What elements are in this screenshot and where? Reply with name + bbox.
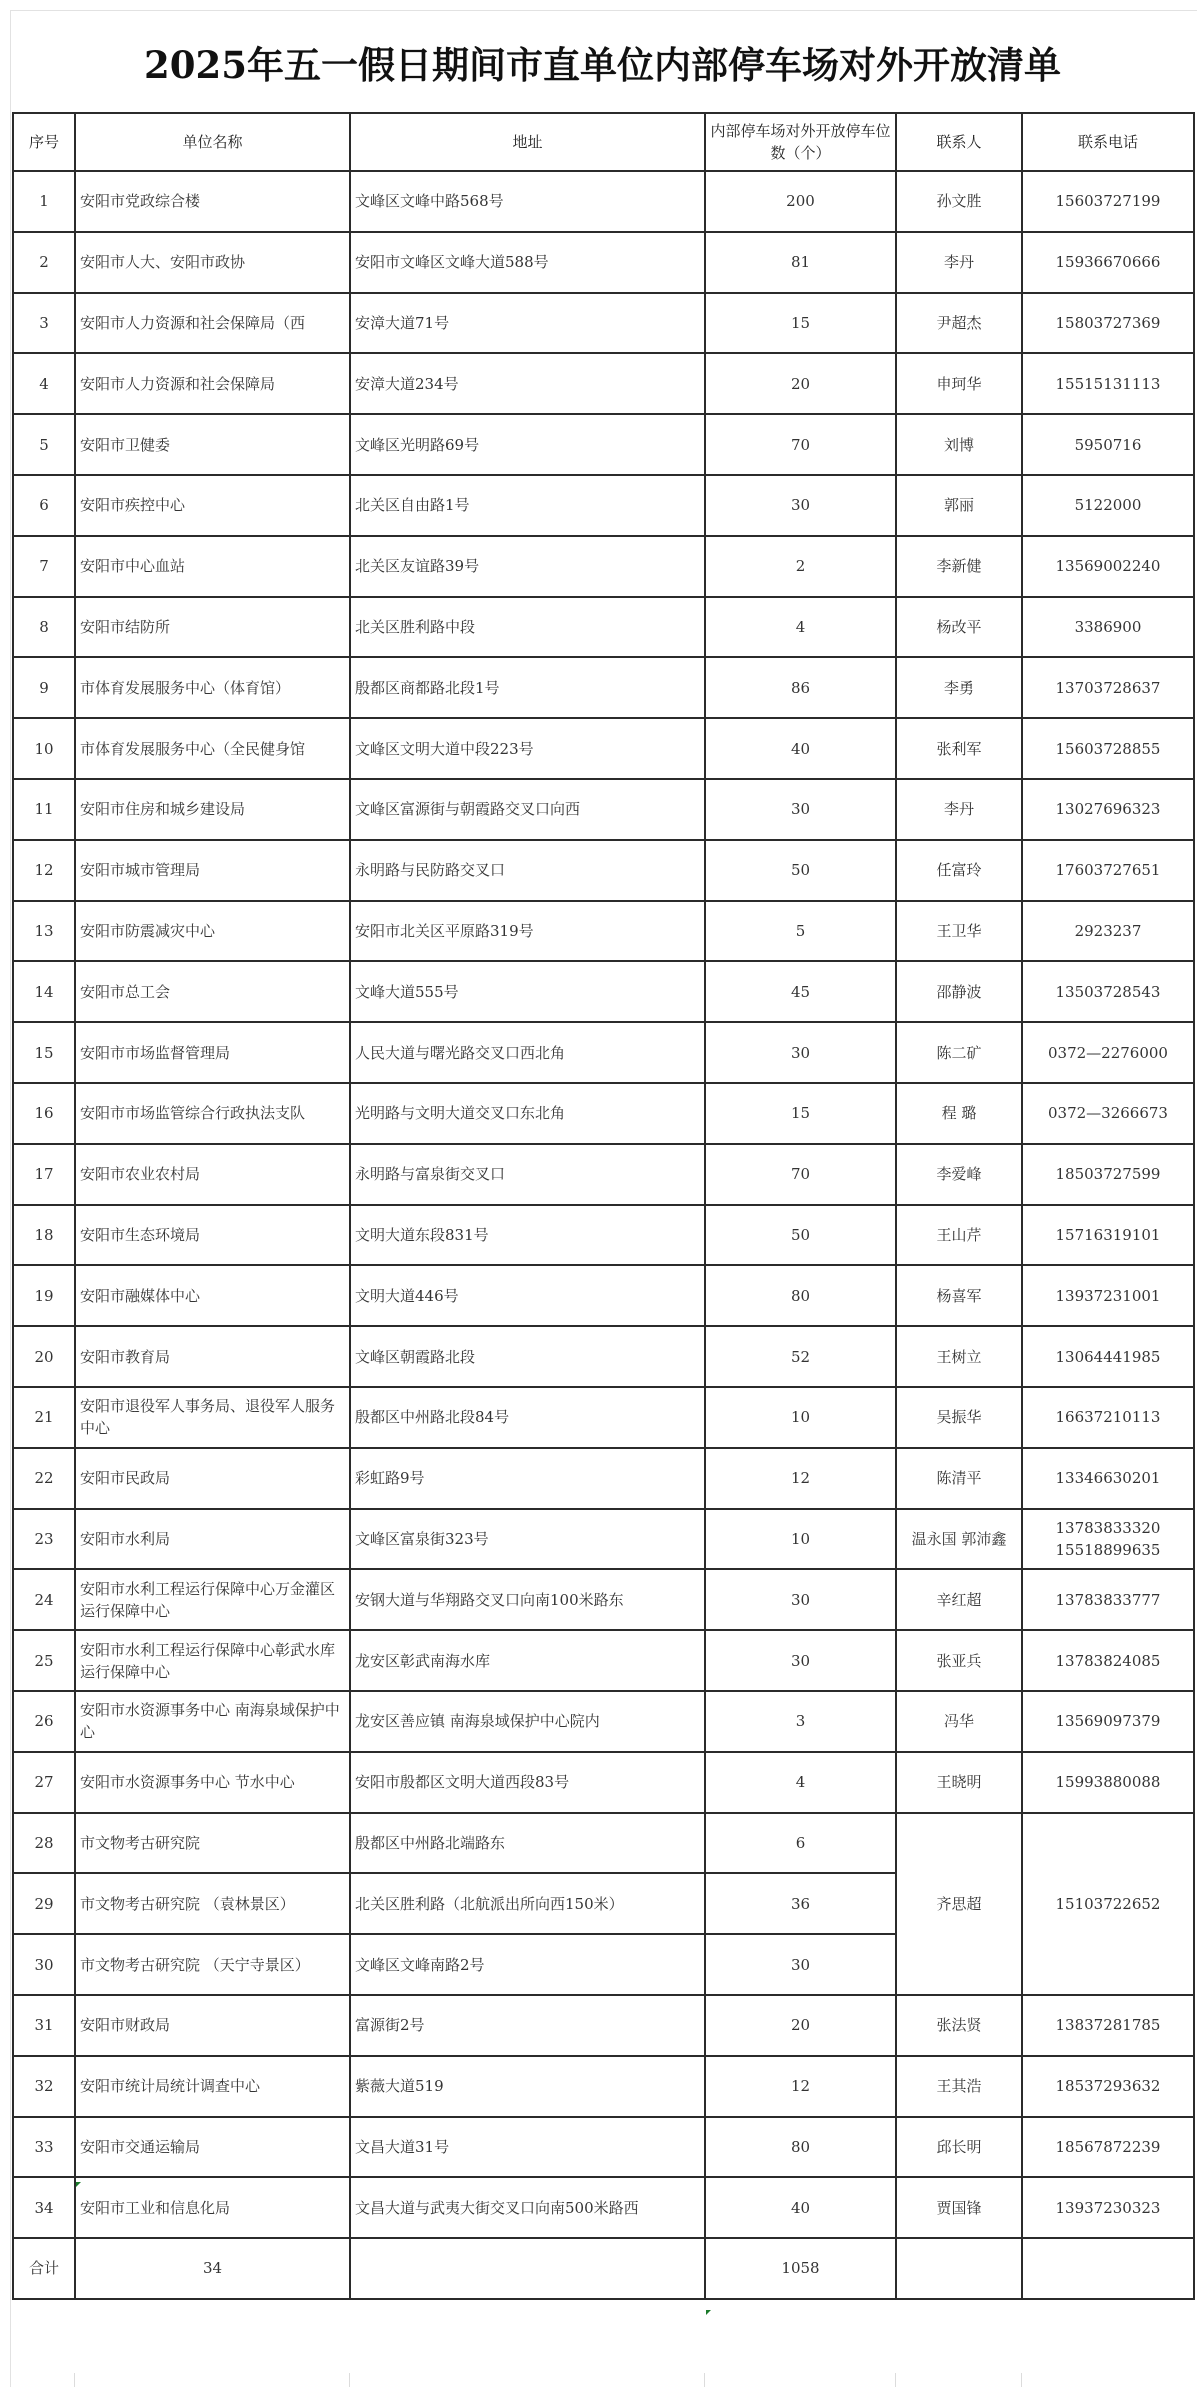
address: 文峰区朝霞路北段: [350, 1326, 705, 1387]
contact-person: 李丹: [896, 779, 1022, 840]
row-number: 28: [13, 1813, 75, 1874]
contact-phone: 0372—2276000: [1022, 1022, 1194, 1083]
address: 文昌大道31号: [350, 2117, 705, 2178]
contact-phone: 15103722652: [1022, 1813, 1194, 1995]
unit-name: 安阳市防震减灾中心: [75, 901, 350, 962]
address: 文峰区富源街与朝霞路交叉口向西: [350, 779, 705, 840]
table-row: [13, 2177, 1194, 2238]
row-number: 29: [13, 1873, 75, 1934]
contact-phone: 13937230323: [1022, 2177, 1194, 2238]
contact-person: 王晓明: [896, 1752, 1022, 1813]
address: 文明大道446号: [350, 1265, 705, 1326]
row-number: 33: [13, 2117, 75, 2178]
table-row: [13, 1752, 1194, 1813]
contact-person: 刘博: [896, 414, 1022, 475]
parking-spaces: 10: [705, 1509, 896, 1570]
unit-name: 市体育发展服务中心（全民健身馆: [75, 718, 350, 779]
row-number: 13: [13, 901, 75, 962]
row-number: 9: [13, 657, 75, 718]
contact-phone: 15803727369: [1022, 293, 1194, 354]
unit-name: 安阳市统计局统计调查中心: [75, 2056, 350, 2117]
address: 永明路与民防路交叉口: [350, 840, 705, 901]
unit-name: 安阳市人大、安阳市政协: [75, 232, 350, 293]
table-body: [13, 171, 1194, 2238]
parking-spaces: 20: [705, 1995, 896, 2056]
unit-name: 安阳市水资源事务中心 南海泉域保护中心: [75, 1691, 350, 1752]
address: 安漳大道71号: [350, 293, 705, 354]
address: 安钢大道与华翔路交叉口向南100米路东: [350, 1569, 705, 1630]
contact-phone: 18537293632: [1022, 2056, 1194, 2117]
unit-name: 安阳市党政综合楼: [75, 171, 350, 232]
table-row: [13, 293, 1194, 354]
unit-name: 安阳市中心血站: [75, 536, 350, 597]
table-row: [13, 961, 1194, 1022]
address: 文峰区光明路69号: [350, 414, 705, 475]
parking-list-table: [12, 112, 1195, 2300]
contact-person: 李新健: [896, 536, 1022, 597]
contact-person: 李丹: [896, 232, 1022, 293]
unit-name: 安阳市水利工程运行保障中心万金灌区运行保障中心: [75, 1569, 350, 1630]
unit-name: 市文物考古研究院 （天宁寺景区）: [75, 1934, 350, 1995]
address: 光明路与文明大道交叉口东北角: [350, 1083, 705, 1144]
unit-name: 安阳市市场监管综合行政执法支队: [75, 1083, 350, 1144]
row-number: 34: [13, 2177, 75, 2238]
row-number: 30: [13, 1934, 75, 1995]
unit-name: 安阳市退役军人事务局、退役军人服务中心: [75, 1387, 350, 1448]
table-row: [13, 1509, 1194, 1570]
parking-spaces: 70: [705, 414, 896, 475]
parking-spaces: 4: [705, 597, 896, 658]
contact-phone: 13346630201: [1022, 1448, 1194, 1509]
parking-spaces: 30: [705, 1934, 896, 1995]
contact-person: 贾国锋: [896, 2177, 1022, 2238]
row-number: 2: [13, 232, 75, 293]
row-number: 24: [13, 1569, 75, 1630]
table-row: [13, 353, 1194, 414]
address: 北关区胜利路（北航派出所向西150米）: [350, 1873, 705, 1934]
parking-spaces: 86: [705, 657, 896, 718]
table-row: [13, 1326, 1194, 1387]
row-number: 20: [13, 1326, 75, 1387]
contact-phone: 18567872239: [1022, 2117, 1194, 2178]
row-number: 4: [13, 353, 75, 414]
contact-person: 王卫华: [896, 901, 1022, 962]
contact-person: 王山芹: [896, 1205, 1022, 1266]
contact-phone: 13937231001: [1022, 1265, 1194, 1326]
table-row: [13, 1022, 1194, 1083]
row-number: 18: [13, 1205, 75, 1266]
unit-name: 安阳市水利工程运行保障中心彰武水库运行保障中心: [75, 1630, 350, 1691]
total-spaces: 1058: [705, 2238, 896, 2299]
contact-phone: 17603727651: [1022, 840, 1194, 901]
header-no: 序号: [13, 113, 75, 171]
contact-phone: 15936670666: [1022, 232, 1194, 293]
header-unit: 单位名称: [75, 113, 350, 171]
row-number: 3: [13, 293, 75, 354]
parking-spaces: 4: [705, 1752, 896, 1813]
contact-person: 郭丽: [896, 475, 1022, 536]
contact-phone: 2923237: [1022, 901, 1194, 962]
address: 文峰区富泉街323号: [350, 1509, 705, 1570]
table-row: [13, 1448, 1194, 1509]
unit-name: 安阳市人力资源和社会保障局: [75, 353, 350, 414]
unit-name: 安阳市市场监督管理局: [75, 1022, 350, 1083]
row-number: 11: [13, 779, 75, 840]
table-row: [13, 2117, 1194, 2178]
parking-spaces: 200: [705, 171, 896, 232]
row-number: 31: [13, 1995, 75, 2056]
header-contact: 联系人: [896, 113, 1022, 171]
contact-phone: 15993880088: [1022, 1752, 1194, 1813]
total-unit-count: 34: [75, 2238, 350, 2299]
row-number: 22: [13, 1448, 75, 1509]
contact-person: 杨改平: [896, 597, 1022, 658]
row-number: 12: [13, 840, 75, 901]
table-row: [13, 1995, 1194, 2056]
total-address: [350, 2238, 705, 2299]
parking-spaces: 30: [705, 1630, 896, 1691]
contact-phone: 15603728855: [1022, 718, 1194, 779]
parking-spaces: 10: [705, 1387, 896, 1448]
parking-spaces: 40: [705, 718, 896, 779]
parking-spaces: 2: [705, 536, 896, 597]
total-row: [13, 2238, 1194, 2299]
parking-spaces: 20: [705, 353, 896, 414]
total-label: 合计: [13, 2238, 75, 2299]
contact-person: 李勇: [896, 657, 1022, 718]
row-number: 17: [13, 1144, 75, 1205]
address: 文峰大道555号: [350, 961, 705, 1022]
parking-spaces: 15: [705, 293, 896, 354]
table-row: [13, 414, 1194, 475]
parking-spaces: 45: [705, 961, 896, 1022]
address: 龙安区彰武南海水库: [350, 1630, 705, 1691]
header-address: 地址: [350, 113, 705, 171]
address: 殷都区中州路北段84号: [350, 1387, 705, 1448]
row-number: 26: [13, 1691, 75, 1752]
row-number: 25: [13, 1630, 75, 1691]
unit-name: 市体育发展服务中心（体育馆）: [75, 657, 350, 718]
address: 安阳市殷都区文明大道西段83号: [350, 1752, 705, 1813]
unit-name: 安阳市结防所: [75, 597, 350, 658]
table-row: [13, 597, 1194, 658]
parking-spaces: 50: [705, 840, 896, 901]
total-phone: [1022, 2238, 1194, 2299]
unit-name: 安阳市生态环境局: [75, 1205, 350, 1266]
table-row: [13, 2056, 1194, 2117]
row-number: 7: [13, 536, 75, 597]
table-row: [13, 901, 1194, 962]
row-number: 14: [13, 961, 75, 1022]
contact-person: 王树立: [896, 1326, 1022, 1387]
row-number: 15: [13, 1022, 75, 1083]
contact-person: 吴振华: [896, 1387, 1022, 1448]
sheet-continuation: [12, 2373, 1193, 2387]
parking-spaces: 40: [705, 2177, 896, 2238]
address: 文峰区文明大道中段223号: [350, 718, 705, 779]
row-number: 10: [13, 718, 75, 779]
contact-phone: 5122000: [1022, 475, 1194, 536]
contact-person: 任富玲: [896, 840, 1022, 901]
address: 文明大道东段831号: [350, 1205, 705, 1266]
address: 彩虹路9号: [350, 1448, 705, 1509]
table-row: [13, 1691, 1194, 1752]
parking-spaces: 70: [705, 1144, 896, 1205]
contact-person: 程 璐: [896, 1083, 1022, 1144]
contact-person: 冯华: [896, 1691, 1022, 1752]
contact-phone: 15515131113: [1022, 353, 1194, 414]
contact-phone: 15603727199: [1022, 171, 1194, 232]
address: 文昌大道与武夷大街交叉口向南500米路西: [350, 2177, 705, 2238]
parking-spaces: 50: [705, 1205, 896, 1266]
contact-phone: 5950716: [1022, 414, 1194, 475]
address: 紫薇大道519: [350, 2056, 705, 2117]
unit-name: 安阳市住房和城乡建设局: [75, 779, 350, 840]
contact-person: 申珂华: [896, 353, 1022, 414]
unit-name: 安阳市总工会: [75, 961, 350, 1022]
table-row: [13, 1265, 1194, 1326]
address: 永明路与富泉街交叉口: [350, 1144, 705, 1205]
address: 人民大道与曙光路交叉口西北角: [350, 1022, 705, 1083]
contact-phone: 15716319101: [1022, 1205, 1194, 1266]
unit-name: 市文物考古研究院 （袁林景区）: [75, 1873, 350, 1934]
header-phone: 联系电话: [1022, 113, 1194, 171]
parking-spaces: 52: [705, 1326, 896, 1387]
contact-person: 邱长明: [896, 2117, 1022, 2178]
table-row: [13, 232, 1194, 293]
parking-spaces: 6: [705, 1813, 896, 1874]
contact-person: 尹超杰: [896, 293, 1022, 354]
row-number: 6: [13, 475, 75, 536]
table-row: [13, 1205, 1194, 1266]
contact-phone: 13569002240: [1022, 536, 1194, 597]
row-number: 8: [13, 597, 75, 658]
address: 北关区自由路1号: [350, 475, 705, 536]
parking-spaces: 30: [705, 1569, 896, 1630]
unit-name: 安阳市教育局: [75, 1326, 350, 1387]
table-row: [13, 536, 1194, 597]
contact-phone: 13703728637: [1022, 657, 1194, 718]
unit-name: 安阳市卫健委: [75, 414, 350, 475]
parking-spaces: 12: [705, 2056, 896, 2117]
parking-spaces: 30: [705, 475, 896, 536]
unit-name: 安阳市工业和信息化局: [75, 2177, 350, 2238]
header-spaces: 内部停车场对外开放停车位数（个）: [705, 113, 896, 171]
row-number: 16: [13, 1083, 75, 1144]
contact-person: 张法贤: [896, 1995, 1022, 2056]
unit-name: 安阳市融媒体中心: [75, 1265, 350, 1326]
contact-person: 齐思超: [896, 1813, 1022, 1995]
address: 文峰区文峰中路568号: [350, 171, 705, 232]
address: 富源街2号: [350, 1995, 705, 2056]
unit-name: 市文物考古研究院: [75, 1813, 350, 1874]
contact-phone: 13027696323: [1022, 779, 1194, 840]
table-row: [13, 657, 1194, 718]
table-row: [13, 1387, 1194, 1448]
table-row: [13, 840, 1194, 901]
contact-phone: 3386900: [1022, 597, 1194, 658]
parking-spaces: 5: [705, 901, 896, 962]
row-number: 19: [13, 1265, 75, 1326]
parking-spaces: 3: [705, 1691, 896, 1752]
contact-person: 张利军: [896, 718, 1022, 779]
contact-person: 陈二矿: [896, 1022, 1022, 1083]
table-row: [13, 1569, 1194, 1630]
address: 北关区友谊路39号: [350, 536, 705, 597]
parking-spaces: 30: [705, 1022, 896, 1083]
table-row: [13, 171, 1194, 232]
unit-name: 安阳市城市管理局: [75, 840, 350, 901]
parking-spaces: 36: [705, 1873, 896, 1934]
contact-person: 张亚兵: [896, 1630, 1022, 1691]
contact-person: 李爱峰: [896, 1144, 1022, 1205]
address: 文峰区文峰南路2号: [350, 1934, 705, 1995]
contact-phone: 0372—3266673: [1022, 1083, 1194, 1144]
parking-spaces: 12: [705, 1448, 896, 1509]
contact-phone: 13569097379: [1022, 1691, 1194, 1752]
address: 安阳市北关区平原路319号: [350, 901, 705, 962]
address: 安阳市文峰区文峰大道588号: [350, 232, 705, 293]
unit-name: 安阳市水利局: [75, 1509, 350, 1570]
unit-name: 安阳市财政局: [75, 1995, 350, 2056]
contact-phone: 13064441985: [1022, 1326, 1194, 1387]
table-row: [13, 475, 1194, 536]
table-row: [13, 1630, 1194, 1691]
address: 龙安区善应镇 南海泉域保护中心院内: [350, 1691, 705, 1752]
unit-name: 安阳市人力资源和社会保障局（西: [75, 293, 350, 354]
contact-person: 杨喜军: [896, 1265, 1022, 1326]
table-row: [13, 779, 1194, 840]
address: 北关区胜利路中段: [350, 597, 705, 658]
contact-person: 辛红超: [896, 1569, 1022, 1630]
unit-name: 安阳市水资源事务中心 节水中心: [75, 1752, 350, 1813]
table-header-row: [13, 113, 1194, 171]
cell-comment-marker: [76, 2182, 81, 2187]
row-number: 27: [13, 1752, 75, 1813]
unit-name: 安阳市农业农村局: [75, 1144, 350, 1205]
table-row: [13, 1083, 1194, 1144]
contact-phone: 13783833777: [1022, 1569, 1194, 1630]
page-title: 2025年五一假日期间市直单位内部停车场对外开放清单: [144, 43, 1061, 87]
parking-spaces: 80: [705, 2117, 896, 2178]
parking-spaces: 80: [705, 1265, 896, 1326]
contact-person: 王其浩: [896, 2056, 1022, 2117]
contact-phone: 13503728543: [1022, 961, 1194, 1022]
contact-phone: 13837281785: [1022, 1995, 1194, 2056]
address: 安漳大道234号: [350, 353, 705, 414]
table-row: [13, 1144, 1194, 1205]
row-number: 23: [13, 1509, 75, 1570]
contact-person: 陈清平: [896, 1448, 1022, 1509]
unit-name: 安阳市交通运输局: [75, 2117, 350, 2178]
contact-phone: 18503727599: [1022, 1144, 1194, 1205]
address: 殷都区商都路北段1号: [350, 657, 705, 718]
contact-person: 温永国 郭沛鑫: [896, 1509, 1022, 1570]
row-number: 32: [13, 2056, 75, 2117]
row-number: 1: [13, 171, 75, 232]
parking-spaces: 15: [705, 1083, 896, 1144]
parking-spaces: 81: [705, 232, 896, 293]
row-number: 21: [13, 1387, 75, 1448]
contact-phone: 13783833320 15518899635: [1022, 1509, 1194, 1570]
contact-person: 孙文胜: [896, 171, 1022, 232]
table-row: [13, 718, 1194, 779]
address: 殷都区中州路北端路东: [350, 1813, 705, 1874]
parking-spaces: 30: [705, 779, 896, 840]
contact-person: 邵静波: [896, 961, 1022, 1022]
row-number: 5: [13, 414, 75, 475]
total-contact: [896, 2238, 1022, 2299]
unit-name: 安阳市民政局: [75, 1448, 350, 1509]
cell-comment-marker: [706, 2310, 711, 2315]
contact-phone: 16637210113: [1022, 1387, 1194, 1448]
contact-phone: 13783824085: [1022, 1630, 1194, 1691]
unit-name: 安阳市疾控中心: [75, 475, 350, 536]
table-row: [13, 1813, 1194, 1874]
